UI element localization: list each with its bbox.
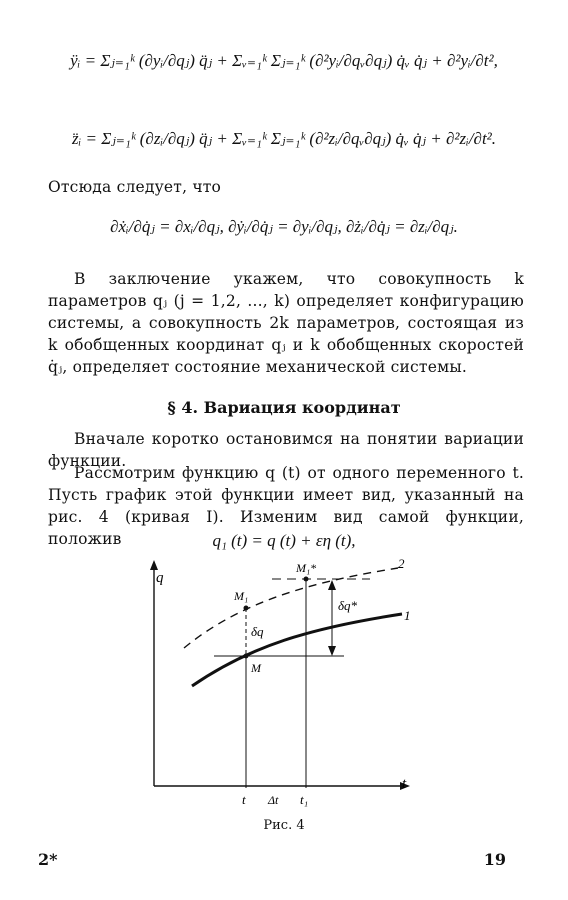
page-number: 19 [483, 850, 506, 869]
dq-star-arrow-bottom [328, 646, 336, 656]
figure-caption: Рис. 4 [263, 818, 305, 833]
label-m1: M₁ [234, 589, 249, 603]
point-m [244, 654, 249, 659]
point-m1star [304, 577, 309, 582]
figure-4-variation-diagram [140, 556, 430, 808]
label-t1: t₁ [300, 792, 309, 807]
label-t: t [242, 792, 246, 807]
label-dq-star: δq* [338, 598, 358, 613]
curve-1-label: 1 [404, 608, 411, 623]
paragraph-follows: Отсюда следует, что [48, 178, 222, 196]
equation-y-acceleration: ÿᵢ = Σⱼ₌₁ᵏ (∂yᵢ/∂qⱼ) q̈ⱼ + Σᵥ₌₁ᵏ Σⱼ₌₁ᵏ (∂²yᵢ/∂qᵥ∂qⱼ) q̇ᵥ q̇ⱼ + ∂²yᵢ/∂t², [70, 51, 498, 70]
y-axis-arrow [150, 560, 158, 570]
equation-velocity-derivatives: ∂ẋᵢ/∂q̇ⱼ = ∂xᵢ/∂qⱼ, ∂ẏᵢ/∂q̇ⱼ = ∂yᵢ/∂qⱼ, ∂żᵢ/∂q̇ⱼ = ∂zᵢ/∂qⱼ. [110, 217, 458, 236]
label-dq: δq [251, 624, 264, 639]
axis-label-q: q [156, 570, 164, 586]
curve-2-label: 2 [398, 556, 405, 571]
point-m1 [244, 606, 249, 611]
signature-mark: 2* [38, 850, 58, 869]
paragraph-consider: Рассмотрим функцию q (t) от одного переменного t. Пусть график этой функции имеет вид, указанный на рис. 4 (кривая I). Изменим вид самой функции, положив [48, 464, 524, 548]
label-m: M [251, 661, 261, 675]
paragraph-intro: Вначале коротко остановимся на понятии вариации функции. [48, 430, 524, 470]
label-delta-t: Δt [268, 793, 279, 807]
curve-1 [192, 614, 402, 686]
section-heading: § 4. Вариация координат [167, 398, 401, 417]
curve-2 [184, 568, 398, 648]
equation-z-acceleration: z̈ᵢ = Σⱼ₌₁ᵏ (∂zᵢ/∂qⱼ) q̈ⱼ + Σᵥ₌₁ᵏ Σⱼ₌₁ᵏ (∂²zᵢ/∂qᵥ∂qⱼ) q̇ᵥ q̇ⱼ + ∂²zᵢ/∂t². [71, 129, 497, 148]
label-m1star: M₁* [296, 561, 317, 575]
equation-varied-function: q₁ (t) = q (t) + εη (t), [212, 531, 356, 550]
paragraph-conclusion: В заключение укажем, что совокупность k параметров qⱼ (j = 1,2, ..., k) определяет конфигурацию системы, а совокупность 2k параметров, состоящая из k обобщенных координат qⱼ и k обобщенных скоростей q̇ⱼ, определяет состояние механической системы. [48, 270, 524, 376]
axis-label-t: t [402, 776, 407, 792]
